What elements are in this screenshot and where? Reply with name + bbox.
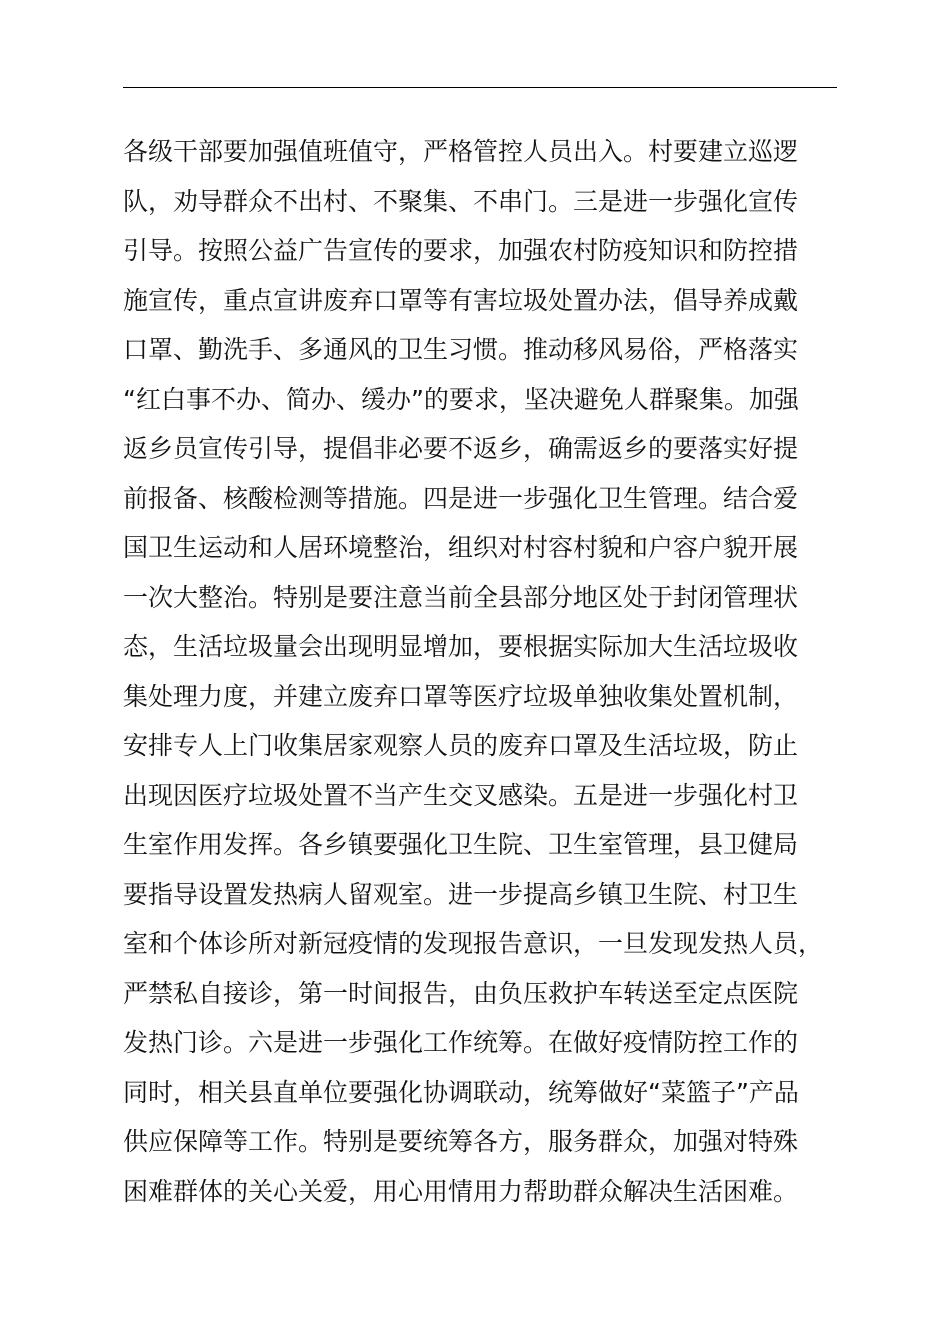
- text-line: 困难群体的关心关爱，用心用情用力帮助群众解决生活困难。: [123, 1176, 799, 1206]
- text-line: 生室作用发挥。各乡镇要强化卫生院、卫生室管理，县卫健局: [123, 830, 799, 859]
- text-line: 返乡员宣传引导，提倡非必要不返乡，确需返乡的要落实好提: [123, 434, 799, 463]
- text-line: 各级干部要加强值班值守，严格管控人员出入。村要建立巡逻: [123, 137, 799, 166]
- text-line: 引导。按照公益广告宣传的要求，加强农村防疫知识和防控措: [123, 236, 799, 265]
- text-line: “红白事不办、简办、缓办”的要求，坚决避免人群聚集。加强: [123, 384, 799, 414]
- text-line: 安排专人上门收集居家观察人员的废弃口罩及生活垃圾，防止: [123, 731, 799, 760]
- header-rule: [123, 87, 837, 88]
- text-line: 国卫生运动和人居环境整治，组织对村容村貌和户容户貌开展: [123, 533, 799, 562]
- text-line: 供应保障等工作。特别是要统筹各方，服务群众，加强对特殊: [123, 1127, 799, 1156]
- body-paragraph: [123, 127, 863, 1216]
- text-line: 发热门诊。六是进一步强化工作统筹。在做好疫情防控工作的: [123, 1028, 799, 1057]
- text-line: 要指导设置发热病人留观室。进一步提高乡镇卫生院、村卫生: [123, 879, 799, 909]
- text-line: 出现因医疗垃圾处置不当产生交叉感染。五是进一步强化村卫: [123, 780, 799, 810]
- text-line: 队，劝导群众不出村、不聚集、不串门。三是进一步强化宣传: [123, 186, 799, 216]
- text-line: 同时，相关县直单位要强化协调联动，统筹做好“菜篮子”产品: [123, 1077, 799, 1107]
- text-line: 一次大整治。特别是要注意当前全县部分地区处于封闭管理状: [123, 582, 799, 612]
- text-line: 严禁私自接诊，第一时间报告，由负压救护车转送至定点医院: [123, 978, 799, 1008]
- text-line: 室和个体诊所对新冠疫情的发现报告意识，一旦发现发热人员，: [123, 929, 824, 958]
- text-line: 集处理力度，并建立废弃口罩等医疗垃圾单独收集处置机制，: [123, 681, 799, 711]
- text-line: 施宣传，重点宣讲废弃口罩等有害垃圾处置办法，倡导养成戴: [123, 285, 799, 315]
- text-line: 口罩、勤洗手、多通风的卫生习惯。推动移风易俗，严格落实: [123, 335, 799, 364]
- text-line: 态，生活垃圾量会出现明显增加，要根据实际加大生活垃圾收: [123, 632, 799, 661]
- text-line: 前报备、核酸检测等措施。四是进一步强化卫生管理。结合爱: [123, 483, 799, 513]
